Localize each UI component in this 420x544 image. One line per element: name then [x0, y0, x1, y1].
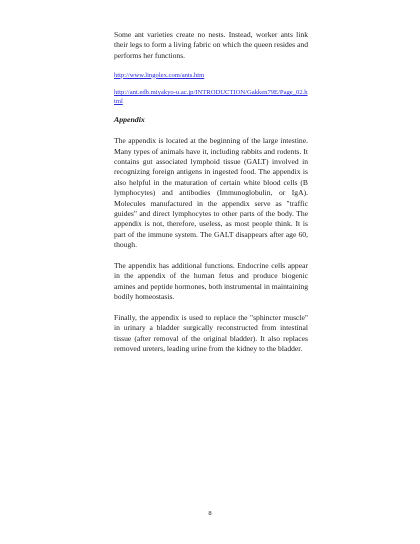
paragraph-location: The appendix is located at the beginning of the large intestine. Many types of animals have it, including rabbits and rodents. It contains gut associated lymphoid tissue (GALT) involved in recognizing foreign antigens in ingested food. The appendix is also helpful in the maturation of certain white blood cells (B lymphocytes) and antibodies (Immunoglobulin, or IgA). Molecules manufactured in the appendix serve as "traffic guides" and direct lymphocytes to other parts of the body. The appendix is not, therefore, useless, as most people think. It is part of the immune system. The GALT disappears after age 60, though. — [114, 136, 308, 250]
section-heading: Appendix — [114, 115, 145, 125]
paragraph-sphincter: Finally, the appendix is used to replace the "sphincter muscle" in urinary a bladder surgically reconstructed from intestinal tissue (after removal of the original bladder). It also replaces removed ureters, leading urine from the kidney to the bladder. — [114, 313, 308, 354]
page-content — [114, 30, 308, 365]
link-lingolex[interactable]: http://www.lingolex.com/ants.htm — [114, 71, 205, 79]
paragraph-functions: The appendix has additional functions. Endocrine cells appear in the appendix of the human fetus and produce biogenic amines and peptide hormones, both instrumental in maintaining bodily homeostasis. — [114, 261, 308, 302]
page-number: 8 — [208, 510, 212, 517]
intro-paragraph: Some ant varieties create no nests. Instead, worker ants link their legs to form a living fabric on which the queen resides and performs her functions. — [114, 30, 309, 60]
link-miyakyo[interactable]: http://ant.edb.miyakyo-u.ac.jp/INTRODUCTION/Gakken79E/Page_02.html — [114, 89, 308, 105]
